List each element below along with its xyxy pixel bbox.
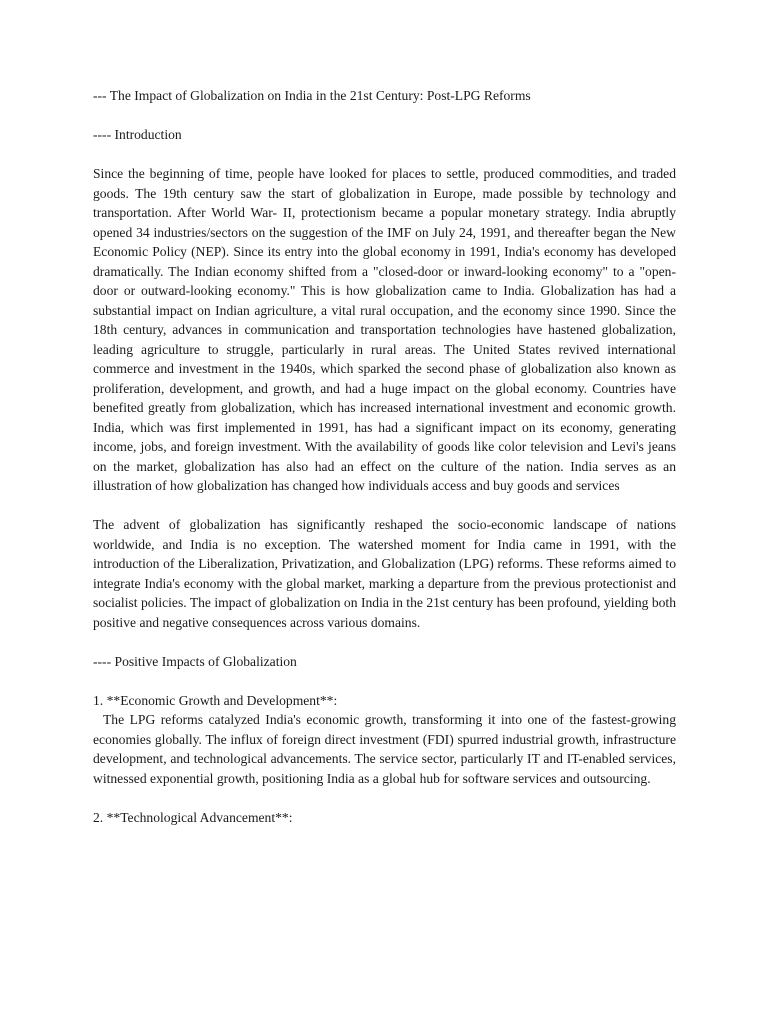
intro-paragraph-2: The advent of globalization has significantly reshaped the socio-economic landscape of nations worldwide, and India is no exception. The watershed moment for India came in 1991, with the introduction of the Liberalization, Privatization, and Globalization (LPG) reforms. These reforms aimed to integrate India's economy with the global market, marking a departure from the previous protectionist and socialist policies. The impact of globalization on India in the 21st century has been profound, yielding both positive and negative consequences across various domains. (93, 517, 676, 630)
document-page (93, 86, 676, 827)
document-title: --- The Impact of Globalization on India in the 21st Century: Post-LPG Reforms (93, 88, 531, 103)
list-item-1-body (93, 710, 676, 788)
section-heading-introduction: ---- Introduction (93, 127, 182, 142)
list-item-1-heading: 1. **Economic Growth and Development**: (93, 692, 338, 708)
list-item-1-body-text: The LPG reforms catalyzed India's economic growth, transforming it into one of the fastest-growing economies globally. The influx of foreign direct investment (FDI) spurred industrial growth, infrastructure development, and technological advancements. The service sector, particularly IT and IT-enabled services, witnessed exponential growth, positioning India as a global hub for software services and outsourcing. (93, 712, 676, 786)
section-heading-positive-impacts: ---- Positive Impacts of Globalization (93, 653, 297, 669)
list-item-2-heading: 2. **Technological Advancement**: (93, 809, 293, 825)
intro-paragraph-1: Since the beginning of time, people have looked for places to settle, produced commodities, and traded goods. The 19th century saw the start of globalization in Europe, made possible by technology and transportation. After World War- II, protectionism became a popular monetary strategy. India abruptly opened 34 industries/sectors on the suggestion of the IMF on July 24, 1991, and thereafter began the New Economic Policy (NEP). Since its entry into the global economy in 1991, India's economy has developed dramatically. The Indian economy shifted from a "closed-door or inward-looking economy" to a "open-door or outward-looking economy." This is how globalization came to India. Globalization has had a substantial impact on Indian agriculture, a vital rural occupation, and the economy since 1990. Since the 18th century, advances in communication and transportation technologies have hastened globalization, leading agriculture to struggle, particularly in rural areas. The United States revived international commerce and investment in the 1940s, which sparked the second phase of globalization also known as proliferation, development, and growth, and had a huge impact on the global economy. Countries have benefited greatly from globalization, which has increased international investment and economic growth. India, which was first implemented in 1991, has had a significant impact on its economy, generating income, jobs, and foreign investment. With the availability of goods like color television and Levi's jeans on the market, globalization has also had an effect on the culture of the nation. India serves as an illustration of how globalization has changed how individuals access and buy goods and services (93, 166, 676, 493)
